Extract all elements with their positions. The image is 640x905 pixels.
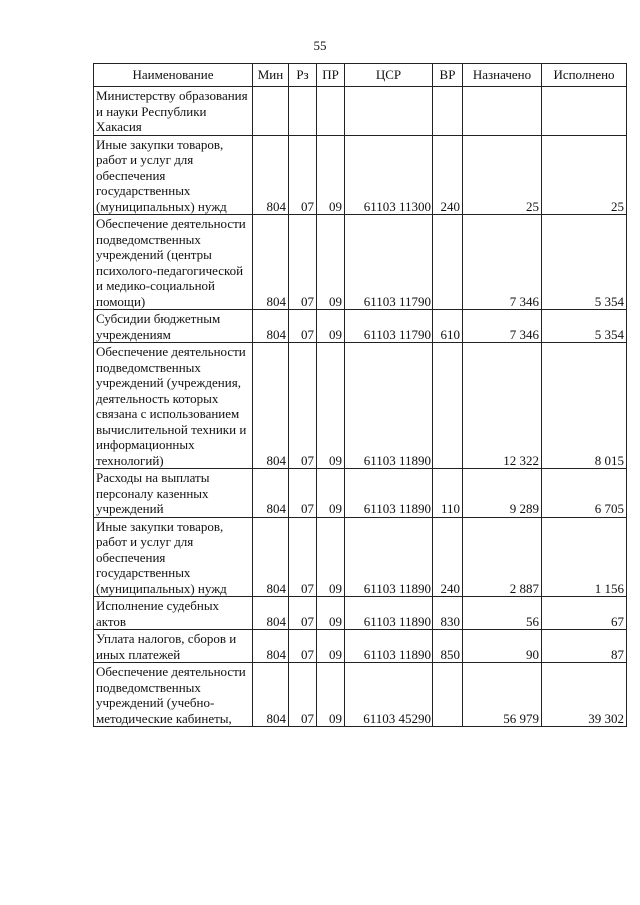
row-min: 804 [253,630,289,663]
row-csr: 61103 11790 [345,310,433,343]
row-csr: 61103 11890 [345,343,433,469]
row-executed: 6 705 [542,469,627,518]
row-name: Иные закупки товаров, работ и услуг для обеспечения государственных (муниципальных) нужд [94,517,253,597]
row-assigned [463,87,542,136]
row-pr: 09 [317,310,345,343]
row-min: 804 [253,469,289,518]
row-assigned: 7 346 [463,215,542,310]
header-vr: ВР [433,64,463,87]
row-rz [289,87,317,136]
table-header-row [94,64,627,87]
row-name: Обеспечение деятельности подведомственных учреждений (учебно-методические кабинеты, [94,663,253,727]
row-csr [345,87,433,136]
row-executed: 87 [542,630,627,663]
row-executed [542,87,627,136]
row-vr: 830 [433,597,463,630]
row-executed: 25 [542,135,627,215]
table-row [94,215,627,310]
row-rz: 07 [289,469,317,518]
header-pr: ПР [317,64,345,87]
row-pr: 09 [317,517,345,597]
row-name: Расходы на выплаты персоналу казенных учреждений [94,469,253,518]
table-row [94,517,627,597]
row-rz: 07 [289,630,317,663]
budget-table [93,63,627,727]
row-assigned: 12 322 [463,343,542,469]
row-vr: 110 [433,469,463,518]
row-min: 804 [253,215,289,310]
row-pr: 09 [317,469,345,518]
header-min: Мин [253,64,289,87]
row-rz: 07 [289,135,317,215]
row-assigned: 90 [463,630,542,663]
header-executed: Исполнено [542,64,627,87]
row-vr: 240 [433,517,463,597]
header-rz: Рз [289,64,317,87]
row-min [253,87,289,136]
row-vr [433,343,463,469]
row-name: Уплата налогов, сборов и иных платежей [94,630,253,663]
row-pr: 09 [317,343,345,469]
table-row [94,343,627,469]
row-name: Исполнение судебных актов [94,597,253,630]
row-assigned: 9 289 [463,469,542,518]
row-min: 804 [253,135,289,215]
table-row [94,597,627,630]
row-min: 804 [253,517,289,597]
header-csr: ЦСР [345,64,433,87]
row-name: Иные закупки товаров, работ и услуг для обеспечения государственных (муниципальных) нужд [94,135,253,215]
row-rz: 07 [289,597,317,630]
row-rz: 07 [289,663,317,727]
row-name: Обеспечение деятельности подведомственных учреждений (центры психолого-педагогической и медико-социальной помощи) [94,215,253,310]
row-executed: 1 156 [542,517,627,597]
row-rz: 07 [289,310,317,343]
row-csr: 61103 11890 [345,517,433,597]
row-min: 804 [253,310,289,343]
row-name: Субсидии бюджетным учреждениям [94,310,253,343]
row-pr: 09 [317,663,345,727]
row-assigned: 56 979 [463,663,542,727]
row-executed: 8 015 [542,343,627,469]
row-csr: 61103 11300 [345,135,433,215]
row-min: 804 [253,597,289,630]
row-name: Министерству образования и науки Республики Хакасия [94,87,253,136]
row-min: 804 [253,663,289,727]
row-vr [433,215,463,310]
row-pr: 09 [317,630,345,663]
row-vr: 610 [433,310,463,343]
row-pr: 09 [317,135,345,215]
row-csr: 61103 11890 [345,597,433,630]
row-pr: 09 [317,215,345,310]
row-assigned: 56 [463,597,542,630]
table-row [94,469,627,518]
row-vr [433,663,463,727]
row-rz: 07 [289,517,317,597]
page-number: 55 [313,38,327,53]
table-row [94,135,627,215]
table-row [94,310,627,343]
row-rz: 07 [289,343,317,469]
row-executed: 39 302 [542,663,627,727]
row-csr: 61103 45290 [345,663,433,727]
row-assigned: 25 [463,135,542,215]
row-assigned: 2 887 [463,517,542,597]
row-name: Обеспечение деятельности подведомственных учреждений (учреждения, деятельность которых связана с использованием вычислительной техники и информационных технологий) [94,343,253,469]
row-executed: 5 354 [542,215,627,310]
row-assigned: 7 346 [463,310,542,343]
row-executed: 5 354 [542,310,627,343]
row-csr: 61103 11890 [345,469,433,518]
row-csr: 61103 11890 [345,630,433,663]
header-name: Наименование [94,64,253,87]
row-rz: 07 [289,215,317,310]
row-vr [433,87,463,136]
row-vr: 240 [433,135,463,215]
row-pr: 09 [317,597,345,630]
table-row [94,663,627,727]
row-executed: 67 [542,597,627,630]
row-pr [317,87,345,136]
header-assigned: Назначено [463,64,542,87]
table-row [94,87,627,136]
row-vr: 850 [433,630,463,663]
row-csr: 61103 11790 [345,215,433,310]
table-row [94,630,627,663]
row-min: 804 [253,343,289,469]
